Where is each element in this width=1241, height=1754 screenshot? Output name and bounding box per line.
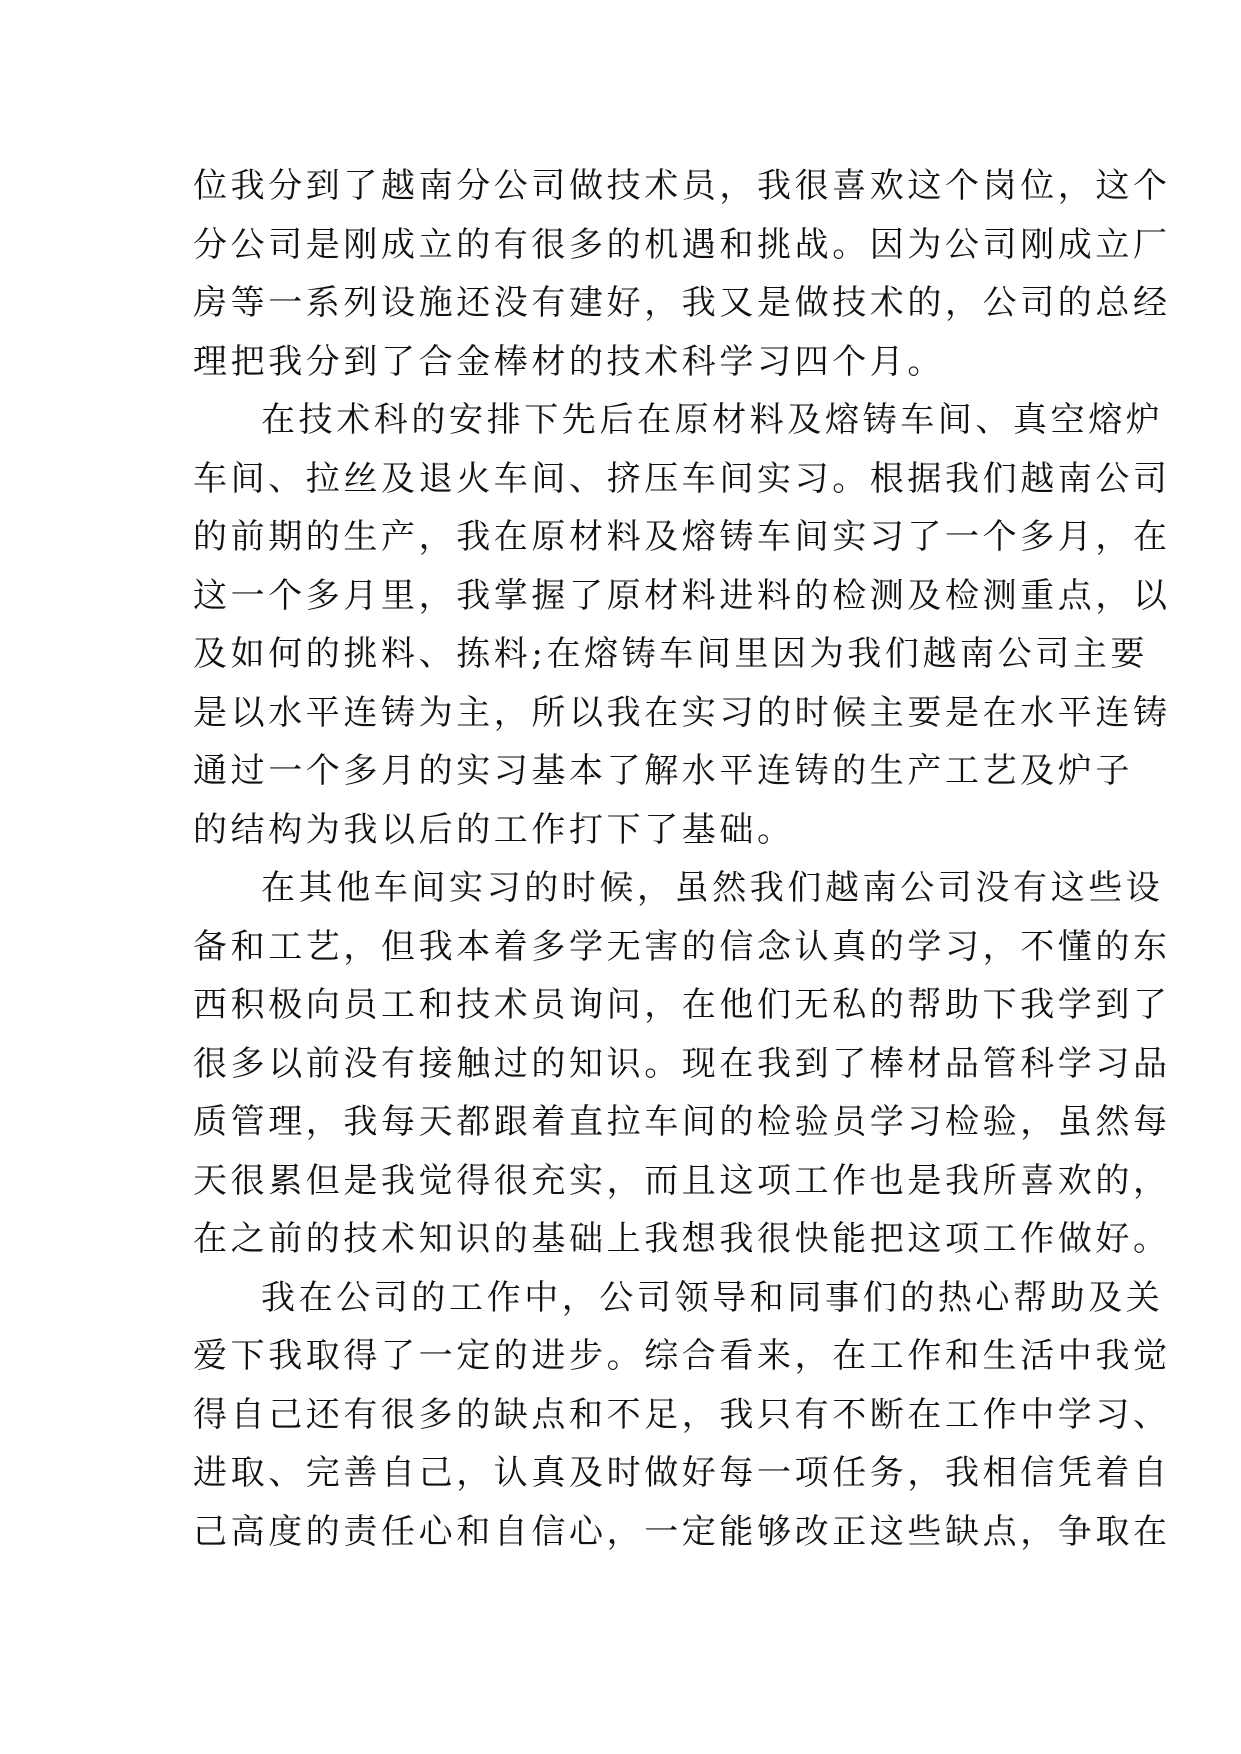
paragraph-start-line: 我在公司的工作中，公司领导和同事们的热心帮助及关 [261,1277,1164,1318]
text-line: 这一个多月里，我掌握了原材料进料的检测及检测重点，以 [193,575,1171,616]
body-text [193,157,1171,1561]
text-line: 车间、拉丝及退火车间、挤压车间实习。根据我们越南公司 [193,458,1171,499]
text-line: 在之前的技术知识的基础上我想我很快能把这项工作做好。 [193,1219,1171,1259]
text-line: 位我分到了越南分公司做技术员，我很喜欢这个岗位，这个 [193,166,1171,206]
text-line: 的结构为我以后的工作打下了基础。 [193,809,795,850]
text-line: 的前期的生产，我在原材料及熔铸车间实习了一个多月，在 [193,517,1171,557]
text-line: 及如何的挑料、拣料;在熔铸车间里因为我们越南公司主要 [193,634,1149,674]
text-line: 进取、完善自己，认真及时做好每一项任务，我相信凭着自 [193,1453,1171,1493]
paragraph-start-line: 在技术科的安排下先后在原材料及熔铸车间、真空熔炉 [261,400,1164,440]
text-line: 得自己还有很多的缺点和不足，我只有不断在工作中学习、 [193,1394,1171,1435]
text-line: 理把我分到了合金棒材的技术科学习四个月。 [193,341,945,382]
text-line: 备和工艺，但我本着多学无害的信念认真的学习，不懂的东 [193,926,1171,967]
text-line: 质管理，我每天都跟着直拉车间的检验员学习检验，虽然每 [193,1102,1171,1142]
text-line: 分公司是刚成立的有很多的机遇和挑战。因为公司刚成立厂 [193,224,1171,265]
text-line: 房等一系列设施还没有建好，我又是做技术的，公司的总经 [193,283,1171,323]
text-line: 通过一个多月的实习基本了解水平连铸的生产工艺及炉子 [193,751,1133,791]
text-line: 爱下我取得了一定的进步。综合看来，在工作和生活中我觉 [193,1336,1171,1376]
text-line: 西积极向员工和技术员询问，在他们无私的帮助下我学到了 [193,985,1171,1025]
text-line: 天很累但是我觉得很充实，而且这项工作也是我所喜欢的， [193,1160,1171,1201]
text-line: 己高度的责任心和自信心，一定能够改正这些缺点，争取在 [193,1511,1171,1552]
text-line: 是以水平连铸为主，所以我在实习的时候主要是在水平连铸 [193,692,1171,733]
text-line: 很多以前没有接触过的知识。现在我到了棒材品管科学习品 [193,1043,1171,1084]
paragraph-start-line: 在其他车间实习的时候，虽然我们越南公司没有这些设 [261,868,1164,908]
